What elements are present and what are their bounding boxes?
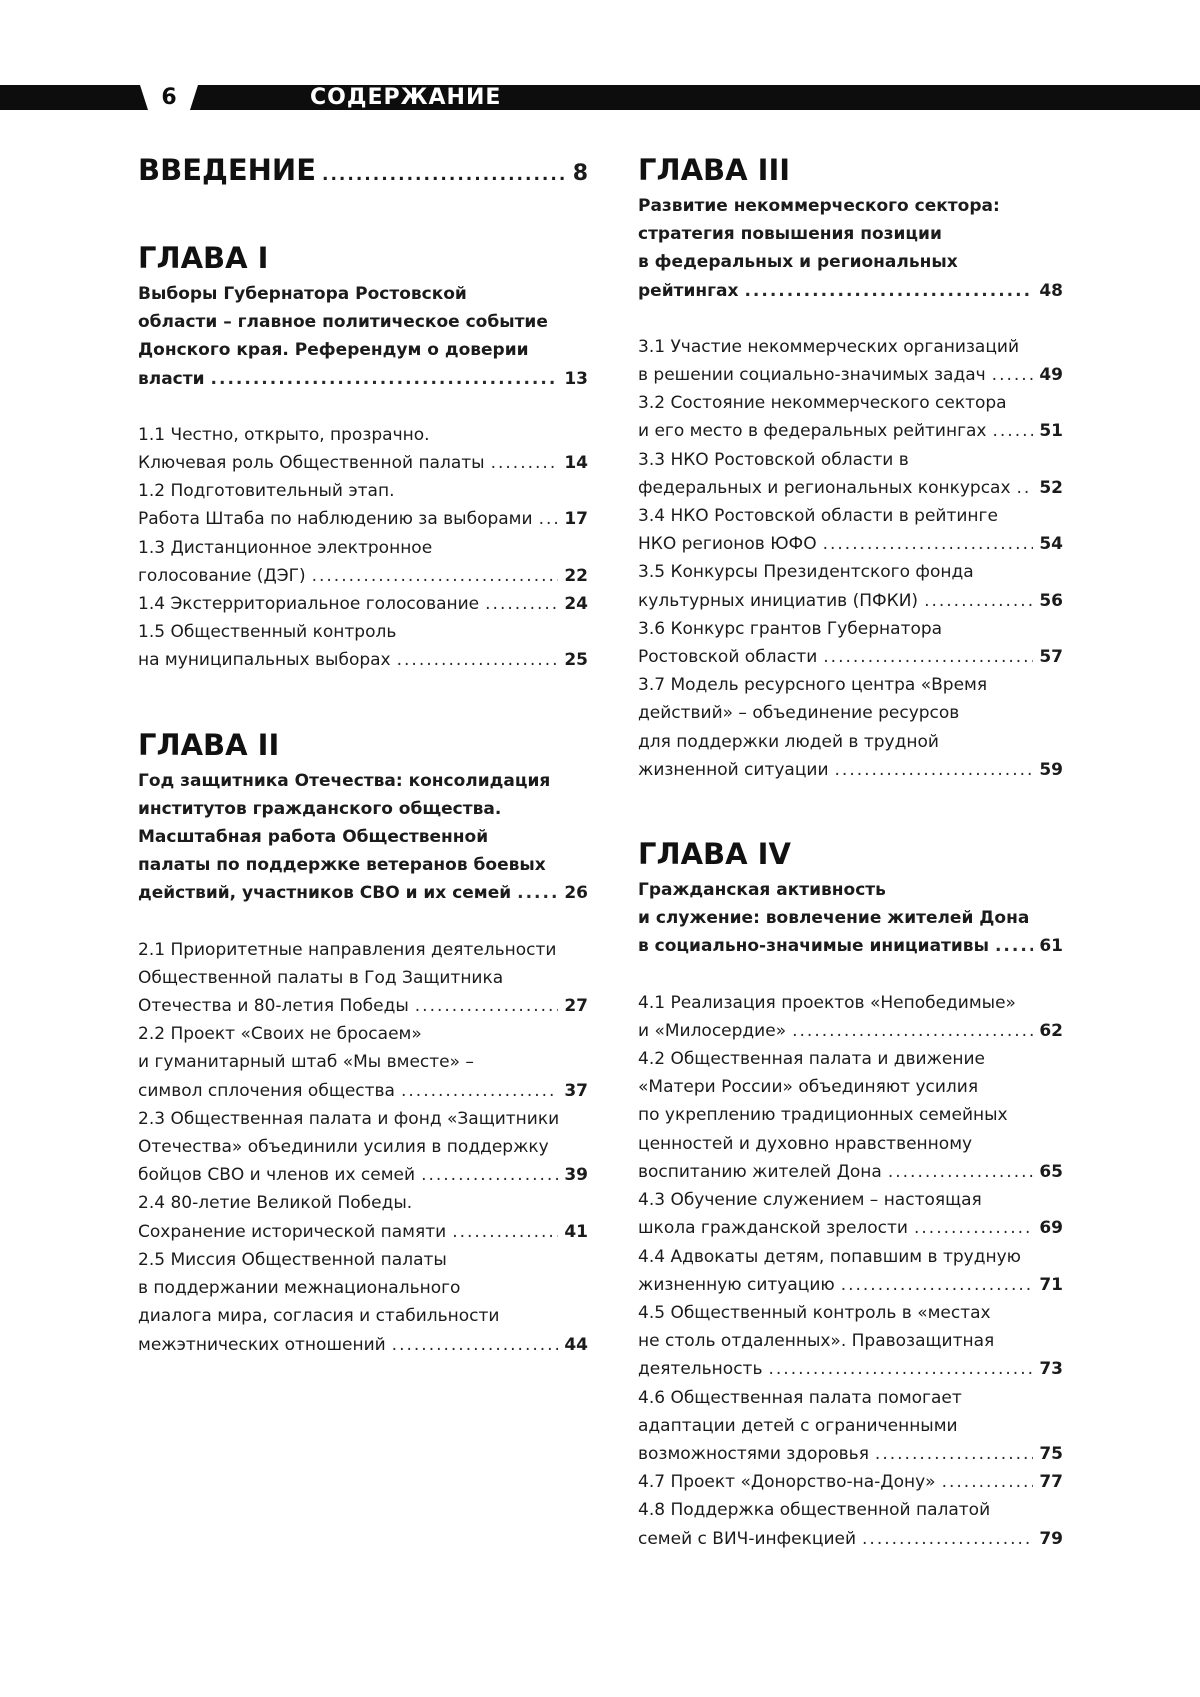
- entry-text-line: Ключевая роль Общественной палаты: [138, 453, 485, 474]
- chapter: [138, 725, 588, 1359]
- entry-text-line: 3.3 НКО Ростовской области в: [638, 449, 909, 470]
- entry-last-line: [638, 1440, 1063, 1468]
- entry-text-line: 4.1 Реализация проектов «Непобедимые»: [638, 992, 1016, 1013]
- entry-text-line: федеральных и региональных конкурсах: [638, 477, 1011, 498]
- entry-text-line: межэтнических отношений: [138, 1334, 386, 1355]
- toc-item[interactable]: [638, 615, 1063, 671]
- entry-text-line: ценностей и духовно нравственному: [638, 1133, 973, 1154]
- toc-intro-entry[interactable]: [138, 150, 588, 190]
- toc-item[interactable]: [138, 618, 588, 674]
- toc-item[interactable]: [138, 534, 588, 590]
- entry-text-line: 1.3 Дистанционное электронное: [138, 537, 433, 558]
- chapter: [138, 238, 588, 675]
- entry-text-line: 3.4 НКО Ростовской области в рейтинге: [638, 506, 998, 527]
- entry-text-line: 3.5 Конкурсы Президентского фонда: [638, 562, 974, 583]
- entry-last-line: [638, 1214, 1063, 1242]
- dot-leader: [792, 1017, 1033, 1045]
- dot-leader: [841, 1271, 1034, 1299]
- intro-title: ВВЕДЕНИЕ: [138, 153, 317, 187]
- toc-item[interactable]: [138, 477, 588, 533]
- entry-page-number: 57: [1039, 647, 1063, 668]
- toc-item[interactable]: [138, 1189, 588, 1245]
- entry-text-line: по укреплению традиционных семейных: [638, 1105, 1008, 1126]
- entry-text-line: в поддержании межнационального: [138, 1278, 461, 1299]
- dot-leader: [312, 562, 559, 590]
- entry-text-line: школа гражданской зрелости: [638, 1218, 908, 1239]
- dot-leader: [995, 932, 1033, 960]
- toc-item[interactable]: [138, 421, 588, 477]
- entry-page-number: 73: [1039, 1359, 1063, 1380]
- dot-leader: [1017, 474, 1034, 502]
- chapter-title: ГЛАВА II: [138, 727, 280, 762]
- entry-text-line: «Матери России» объединяют усилия: [638, 1077, 979, 1098]
- entry-text-line: стратегия повышения позиции: [638, 224, 942, 245]
- toc-item[interactable]: [638, 1243, 1063, 1299]
- toc-item[interactable]: [138, 1105, 588, 1190]
- entry-page-number: 65: [1039, 1161, 1063, 1182]
- entry-text-line: жизненную ситуацию: [638, 1274, 835, 1295]
- entry-last-line: [138, 590, 588, 618]
- entry-text-line: 1.2 Подготовительный этап.: [138, 481, 395, 502]
- toc-item[interactable]: [638, 558, 1063, 614]
- entry-text-line: для поддержки людей в трудной: [638, 731, 939, 752]
- entry-last-line: [138, 562, 588, 590]
- entry-text-line: Общественной палаты в Год Защитника: [138, 967, 504, 988]
- entry-text-line: действий, участников СВО и их семей: [138, 883, 512, 904]
- entry-page-number: 75: [1039, 1443, 1063, 1464]
- dot-leader: [485, 590, 558, 618]
- entry-text-line: Ростовской области: [638, 647, 818, 668]
- page-number: 6: [161, 85, 177, 110]
- entry-text-line: Отечества» объединили усилия в поддержку: [138, 1137, 549, 1158]
- entry-text-line: 3.6 Конкурс грантов Губернатора: [638, 618, 943, 639]
- entry-last-line: [138, 879, 588, 907]
- entry-text-line: культурных инициатив (ПФКИ): [638, 590, 919, 611]
- entry-last-line: [638, 1525, 1063, 1553]
- entry-page-number: 61: [1039, 936, 1063, 957]
- dot-leader: [924, 587, 1033, 615]
- dot-leader: [452, 1218, 558, 1246]
- dot-leader: [914, 1214, 1033, 1242]
- dot-leader: [211, 365, 559, 393]
- entry-text-line: 1.5 Общественный контроль: [138, 622, 397, 643]
- entry-text-line: в решении социально-значимых задач: [638, 365, 986, 386]
- entry-text-line: Выборы Губернатора Ростовской: [138, 284, 467, 304]
- dot-leader: [823, 530, 1034, 558]
- chapter: [638, 834, 1063, 1553]
- entry-last-line: [638, 474, 1063, 502]
- dot-leader: [888, 1158, 1033, 1186]
- entry-page-number: 26: [564, 883, 588, 904]
- dot-leader: [942, 1468, 1034, 1496]
- entry-last-line: [638, 1271, 1063, 1299]
- entry-text-line: 4.3 Обучение служением – настоящая: [638, 1190, 982, 1211]
- entry-last-line: [138, 992, 588, 1020]
- entry-text-line: 4.6 Общественная палата помогает: [638, 1387, 962, 1408]
- entry-text-line: 2.2 Проект «Своих не бросаем»: [138, 1024, 422, 1045]
- entry-page-number: 17: [564, 509, 588, 530]
- entry-text-line: действий» – объединение ресурсов: [638, 703, 960, 724]
- entry-text-line: Донского края. Референдум о доверии: [138, 340, 529, 361]
- entry-last-line: [638, 1355, 1063, 1383]
- entry-last-line: [138, 646, 588, 674]
- entry-page-number: 14: [564, 453, 588, 474]
- chapter-items: [138, 421, 588, 675]
- entry-text-line: институтов гражданского общества.: [138, 798, 502, 819]
- entry-text-line: возможностями здоровья: [638, 1443, 869, 1464]
- toc-item[interactable]: [638, 1299, 1063, 1384]
- toc-left-column: [138, 150, 588, 1409]
- entry-last-line: [638, 277, 1063, 305]
- toc-item[interactable]: [138, 590, 588, 618]
- entry-last-line: [138, 505, 588, 533]
- entry-page-number: 25: [564, 650, 588, 671]
- entry-text-line: Год защитника Отечества: консолидация: [138, 770, 551, 791]
- entry-text-line: 3.2 Состояние некоммерческого сектора: [638, 393, 1007, 414]
- entry-text-line: 4.7 Проект «Донорство-на-Дону»: [638, 1472, 936, 1493]
- chapter-heading-entry[interactable]: [638, 192, 1063, 305]
- entry-last-line: [638, 932, 1063, 960]
- chapter-items: [138, 936, 588, 1359]
- toc-item[interactable]: [638, 1468, 1063, 1496]
- dot-leader: [875, 1440, 1033, 1468]
- entry-last-line: [138, 1331, 588, 1359]
- entry-page-number: 41: [564, 1221, 588, 1242]
- toc-item[interactable]: [138, 1246, 588, 1359]
- entry-page-number: 54: [1039, 534, 1063, 555]
- entry-text-line: Гражданская активность: [638, 880, 886, 901]
- entry-text-line: на муниципальных выборах: [138, 650, 391, 671]
- chapter-heading-entry[interactable]: [138, 280, 588, 393]
- entry-page-number: 27: [564, 996, 588, 1017]
- entry-text-line: 1.1 Честно, открыто, прозрачно.: [138, 424, 430, 445]
- entry-text-line: символ сплочения общества: [138, 1080, 395, 1101]
- entry-text-line: области – главное политическое событие: [138, 312, 548, 333]
- entry-page-number: 39: [564, 1165, 588, 1186]
- chapter-items: [638, 333, 1063, 784]
- entry-last-line: [138, 1077, 588, 1105]
- entry-page-number: 51: [1039, 421, 1063, 442]
- entry-text-line: и гуманитарный штаб «Мы вместе» –: [138, 1052, 474, 1073]
- entry-last-line: [638, 643, 1063, 671]
- entry-last-line: [638, 1158, 1063, 1186]
- entry-page-number: 37: [564, 1080, 588, 1101]
- entry-page-number: 49: [1039, 365, 1063, 386]
- entry-text-line: диалога мира, согласия и стабильности: [138, 1306, 500, 1327]
- toc-right-column: [638, 150, 1063, 1603]
- entry-text-line: 1.4 Экстерриториальное голосование: [138, 594, 480, 615]
- entry-last-line: [638, 530, 1063, 558]
- dot-leader: [421, 1161, 558, 1189]
- entry-text-line: голосование (ДЭГ): [138, 565, 306, 586]
- entry-text-line: и служение: вовлечение жителей Дона: [638, 908, 1030, 929]
- dot-leader: [539, 505, 559, 533]
- entry-text-line: 3.7 Модель ресурсного центра «Время: [638, 675, 988, 696]
- chapter-title: ГЛАВА I: [138, 241, 269, 275]
- entry-text-line: Отечества и 80-летия Победы: [138, 996, 409, 1017]
- entry-text-line: адаптации детей с ограниченными: [638, 1415, 958, 1436]
- entry-text-line: не столь отдаленных». Правозащитная: [638, 1331, 995, 1352]
- entry-text-line: деятельность: [638, 1359, 763, 1380]
- dot-leader: [392, 1331, 559, 1359]
- entry-text-line: Развитие некоммерческого сектора:: [638, 196, 1000, 216]
- entry-text-line: 2.1 Приоритетные направления деятельности: [138, 939, 557, 960]
- entry-text-line: воспитанию жителей Дона: [638, 1161, 882, 1182]
- entry-text-line: рейтингах: [638, 280, 739, 301]
- toc-item[interactable]: [638, 446, 1063, 502]
- chapter-heading-entry[interactable]: [138, 767, 588, 908]
- entry-last-line: [638, 361, 1063, 389]
- entry-text-line: 4.2 Общественная палата и движение: [638, 1049, 985, 1070]
- entry-last-line: [638, 1468, 1063, 1496]
- page-title: СОДЕРЖАНИЕ: [310, 85, 502, 110]
- dot-leader: [992, 417, 1033, 445]
- toc-item[interactable]: [638, 989, 1063, 1045]
- entry-text-line: власти: [138, 368, 205, 389]
- entry-page-number: 71: [1039, 1274, 1063, 1295]
- entry-page-number: 24: [564, 594, 588, 615]
- dot-leader: [744, 277, 1033, 305]
- dot-leader: [823, 643, 1033, 671]
- entry-text-line: НКО регионов ЮФО: [638, 534, 817, 555]
- toc-item[interactable]: [638, 333, 1063, 389]
- entry-page-number: 44: [564, 1334, 588, 1355]
- chapter-title: ГЛАВА IV: [638, 837, 791, 872]
- entry-text-line: 2.5 Миссия Общественной палаты: [138, 1249, 447, 1270]
- entry-text-line: в социально-значимые инициативы: [638, 936, 989, 957]
- entry-text-line: 4.5 Общественный контроль в «местах: [638, 1302, 991, 1323]
- entry-text-line: в федеральных и региональных: [638, 252, 958, 273]
- entry-page-number: 69: [1039, 1218, 1063, 1239]
- toc-item[interactable]: [638, 1384, 1063, 1469]
- dot-leader: [415, 992, 559, 1020]
- dot-leader: [401, 1077, 558, 1105]
- entry-text-line: 3.1 Участие некоммерческих организаций: [638, 336, 1020, 357]
- entry-page-number: 62: [1039, 1020, 1063, 1041]
- entry-page-number: 56: [1039, 590, 1063, 611]
- chapter: [638, 150, 1063, 784]
- toc-item[interactable]: [138, 936, 588, 1021]
- entry-last-line: [138, 365, 588, 393]
- toc-item[interactable]: [138, 1020, 588, 1105]
- toc-item[interactable]: [638, 671, 1063, 784]
- toc-item[interactable]: [638, 1045, 1063, 1186]
- entry-page-number: 59: [1039, 759, 1063, 780]
- chapter-heading-entry[interactable]: [638, 876, 1063, 961]
- entry-page-number: 22: [564, 565, 588, 586]
- entry-page-number: 48: [1039, 280, 1063, 301]
- entry-page-number: 52: [1039, 477, 1063, 498]
- entry-last-line: [638, 1017, 1063, 1045]
- entry-text-line: Работа Штаба по наблюдению за выборами: [138, 509, 533, 530]
- dot-leader: [862, 1525, 1033, 1553]
- chapter-items: [638, 989, 1063, 1553]
- entry-last-line: [138, 449, 588, 477]
- entry-last-line: [638, 587, 1063, 615]
- entry-last-line: [638, 756, 1063, 784]
- entry-text-line: Масштабная работа Общественной: [138, 827, 489, 848]
- dot-leader: [992, 361, 1034, 389]
- entry-text-line: и его место в федеральных рейтингах: [638, 421, 987, 442]
- intro-page: 8: [572, 161, 588, 186]
- entry-text-line: 4.4 Адвокаты детям, попавшим в трудную: [638, 1246, 1021, 1267]
- entry-text-line: семей с ВИЧ-инфекцией: [638, 1528, 857, 1549]
- dot-leader: [322, 165, 567, 185]
- dot-leader: [768, 1355, 1033, 1383]
- entry-text-line: 2.3 Общественная палата и фонд «Защитники: [138, 1108, 560, 1129]
- entry-page-number: 13: [564, 368, 588, 389]
- entry-text-line: 2.4 80-летие Великой Победы.: [138, 1193, 413, 1214]
- toc-item[interactable]: [638, 1186, 1063, 1242]
- dot-leader: [491, 449, 559, 477]
- dot-leader: [397, 646, 559, 674]
- entry-text-line: палаты по поддержке ветеранов боевых: [138, 855, 546, 876]
- entry-text-line: бойцов СВО и членов их семей: [138, 1165, 416, 1186]
- chapter-title: ГЛАВА III: [638, 153, 791, 187]
- entry-text-line: Сохранение исторической памяти: [138, 1221, 447, 1242]
- dot-leader: [835, 756, 1034, 784]
- toc-item[interactable]: [638, 1496, 1063, 1552]
- entry-text-line: и «Милосердие»: [638, 1020, 787, 1041]
- dot-leader: [517, 879, 558, 907]
- toc-item[interactable]: [638, 389, 1063, 445]
- entry-last-line: [138, 1218, 588, 1246]
- entry-page-number: 77: [1039, 1472, 1063, 1493]
- toc-item[interactable]: [638, 502, 1063, 558]
- entry-page-number: 79: [1039, 1528, 1063, 1549]
- entry-text-line: жизненной ситуации: [638, 759, 829, 780]
- entry-last-line: [638, 417, 1063, 445]
- entry-last-line: [138, 1161, 588, 1189]
- entry-text-line: 4.8 Поддержка общественной палатой: [638, 1500, 991, 1521]
